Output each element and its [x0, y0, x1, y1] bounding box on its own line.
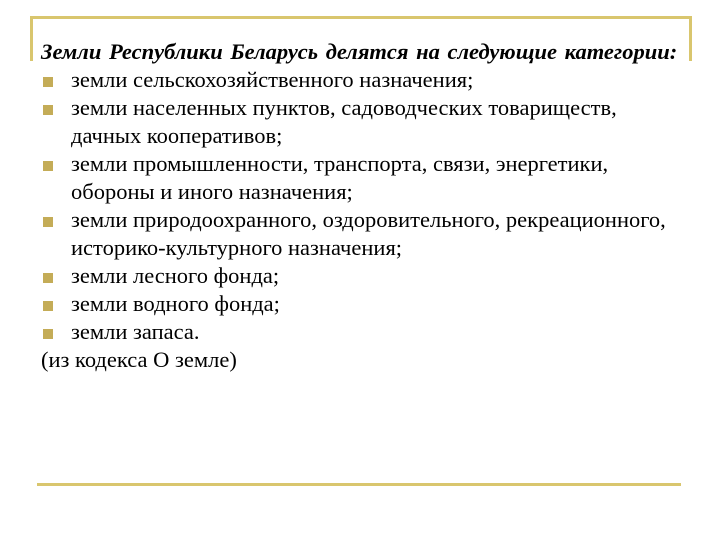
- list-item: [41, 150, 681, 206]
- frame-left-line: [30, 16, 33, 61]
- list-item: [41, 262, 681, 290]
- square-bullet-icon: [43, 301, 53, 311]
- list-item-text: земли природоохранного, оздоровительного, рекреационного, историко-культурного назначения;: [71, 207, 666, 260]
- list-item-text: земли промышленности, транспорта, связи, энергетики, обороны и иного назначения;: [71, 151, 609, 204]
- category-list: [41, 66, 681, 346]
- frame-right-line: [689, 16, 692, 61]
- list-item-text: земли населенных пунктов, садоводческих товариществ, дачных кооперативов;: [71, 95, 617, 148]
- square-bullet-icon: [43, 217, 53, 227]
- list-item-text: земли запаса.: [71, 319, 200, 344]
- square-bullet-icon: [43, 161, 53, 171]
- slide-heading: Земли Республики Беларусь делятся на следующие категории:: [41, 39, 678, 64]
- list-item: [41, 318, 681, 346]
- square-bullet-icon: [43, 77, 53, 87]
- list-item-text: земли водного фонда;: [71, 291, 280, 316]
- list-item-text: земли сельскохозяйственного назначения;: [71, 67, 474, 92]
- list-item-text: земли лесного фонда;: [71, 263, 280, 288]
- square-bullet-icon: [43, 329, 53, 339]
- list-item: [41, 290, 681, 318]
- list-item: [41, 94, 681, 150]
- list-item: [41, 66, 681, 94]
- slide-content: [41, 38, 681, 374]
- source-note: (из кодекса О земле): [41, 347, 237, 372]
- frame-top-line: [30, 16, 692, 19]
- list-item: [41, 206, 681, 262]
- square-bullet-icon: [43, 105, 53, 115]
- bottom-rule-line: [37, 483, 681, 486]
- square-bullet-icon: [43, 273, 53, 283]
